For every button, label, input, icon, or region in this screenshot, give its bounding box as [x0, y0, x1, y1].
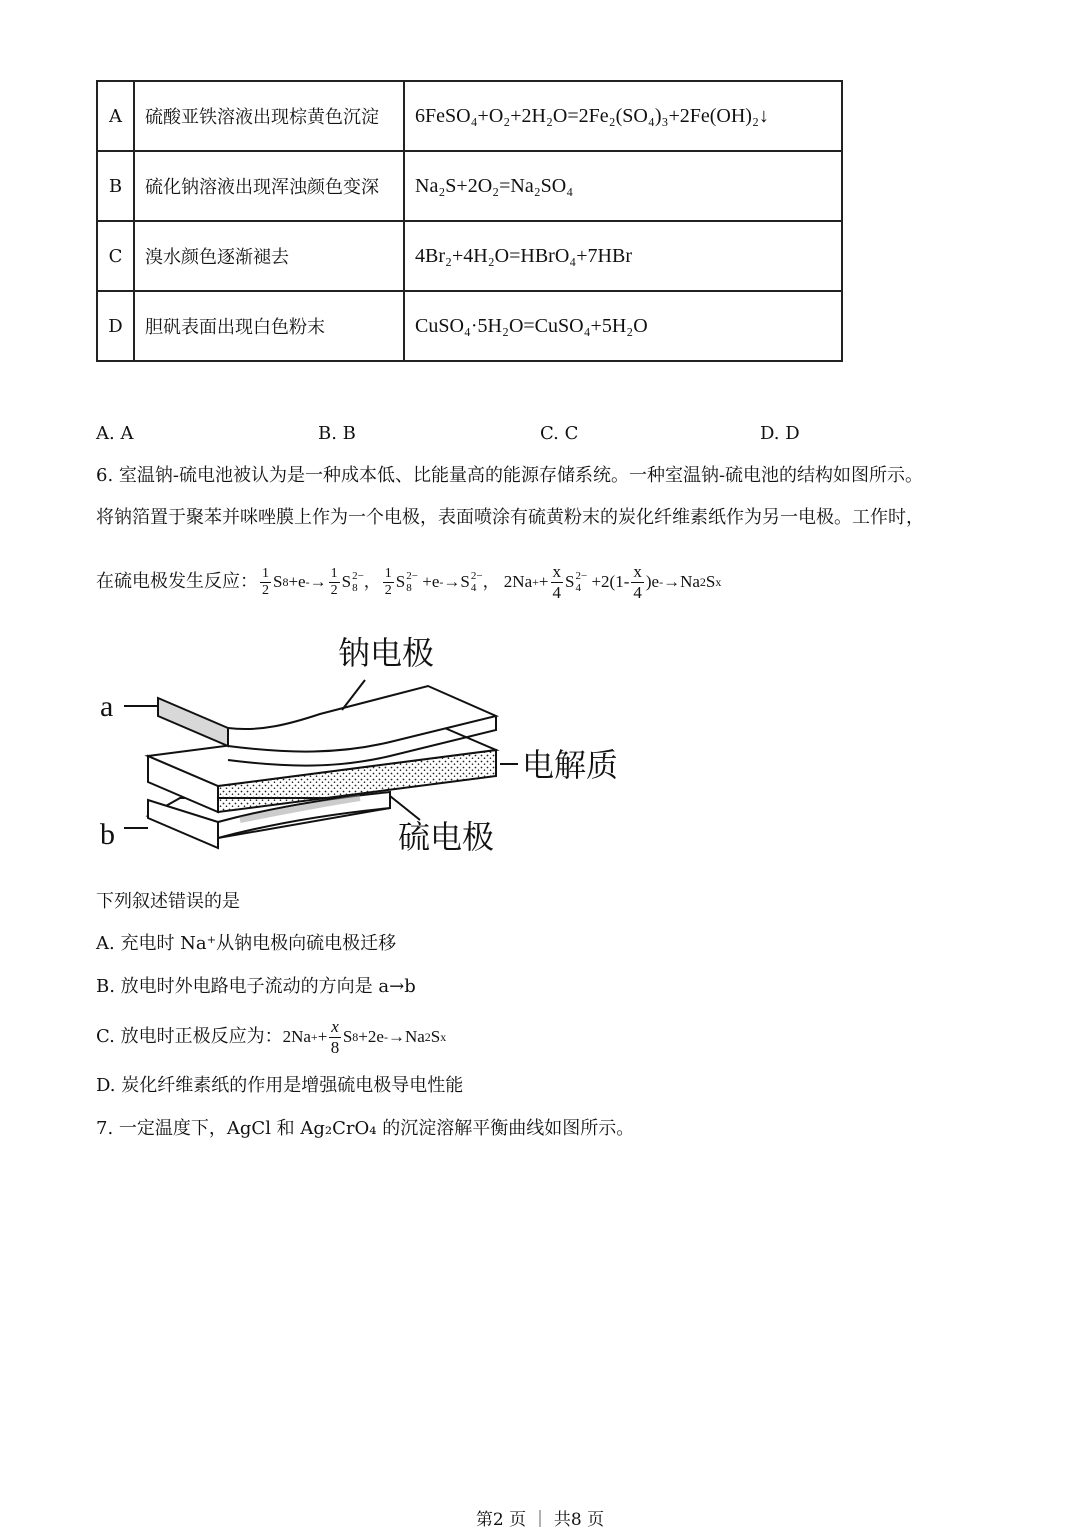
page-footer: 第2 页 ｜ 共8 页	[475, 1510, 605, 1530]
q6-option-a[interactable]: A. 充电时 Na⁺从钠电极向硫电极迁移	[96, 933, 397, 954]
table-row	[97, 291, 842, 361]
q6-stem-line1: 6. 室温钠-硫电池被认为是一种成本低、比能量高的能源存储系统。一种室温钠-硫电池的结构如图所示。	[96, 465, 924, 486]
q5-choice-d[interactable]: D. D	[760, 423, 800, 444]
label-sodium-electrode: 钠电极	[338, 634, 435, 672]
q6-option-c-equation: 2Na + + $\frac{x}{8}$ S 8 +2e - →Na 2 S x	[282, 1016, 447, 1057]
sodium-sulfur-battery-diagram	[90, 628, 630, 860]
row-equation: CuSO₄·5H₂O=CuSO₄+5H₂O	[404, 291, 842, 361]
row-letter: A	[97, 81, 134, 151]
row-description: 溴水颜色逐渐褪去	[134, 221, 404, 291]
q6-reaction-prefix: 在硫电极发生反应：	[96, 571, 258, 592]
reaction-table	[96, 80, 843, 362]
label-terminal-a: a	[100, 690, 114, 723]
q6-option-d[interactable]: D. 炭化纤维素纸的作用是增强硫电极导电性能	[96, 1075, 464, 1096]
q5-choice-b[interactable]: B. B	[318, 423, 356, 444]
q5-choice-c[interactable]: C. C	[540, 423, 579, 444]
q6-question: 下列叙述错误的是	[96, 891, 240, 912]
label-electrolyte: 电解质	[522, 746, 619, 784]
q5-choice-a[interactable]: A. A	[96, 423, 134, 444]
label-terminal-b: b	[100, 818, 115, 851]
q7-stem: 7. 一定温度下，AgCl 和 Ag₂CrO₄ 的沉淀溶解平衡曲线如图所示。	[96, 1118, 635, 1139]
q6-option-c[interactable]	[96, 1012, 446, 1062]
row-letter: C	[97, 221, 134, 291]
row-letter: B	[97, 151, 134, 221]
q6-reactions: $\frac{1}{2}$ S 8 +e - → $\frac{1}{2}$ S 2− 8 ， $\frac{1}{2}$ S 2− 8 +e - →S 2− 4 ， 2Na + + $\frac{x}{4}$ S 2− 4 +2(1- $\frac{x}{4}$ )e - →Na 2 S x	[262, 561, 722, 602]
row-description: 硫酸亚铁溶液出现棕黄色沉淀	[134, 81, 404, 151]
q6-option-c-prefix: C. 放电时正极反应为：	[96, 1026, 283, 1047]
row-equation: Na₂S+2O₂=Na₂SO₄	[404, 151, 842, 221]
row-letter: D	[97, 291, 134, 361]
q6-stem-line2: 将钠箔置于聚苯并咪唑膜上作为一个电极，表面喷涂有硫黄粉末的炭化纤维素纸作为另一电极。工作时，	[96, 507, 924, 528]
row-description: 胆矾表面出现白色粉末	[134, 291, 404, 361]
label-sulfur-electrode: 硫电极	[398, 818, 495, 856]
q6-option-b[interactable]: B. 放电时外电路电子流动的方向是 a→b	[96, 976, 416, 997]
row-description: 硫化钠溶液出现浑浊颜色变深	[134, 151, 404, 221]
row-equation: 6FeSO₄+O₂+2H₂O=2Fe₂(SO₄)₃+2Fe(OH)₂↓	[404, 81, 842, 151]
table-row	[97, 221, 842, 291]
table-row	[97, 151, 842, 221]
row-equation: 4Br₂+4H₂O=HBrO₄+7HBr	[404, 221, 842, 291]
table-row	[97, 81, 842, 151]
q6-reaction-line	[96, 562, 721, 602]
